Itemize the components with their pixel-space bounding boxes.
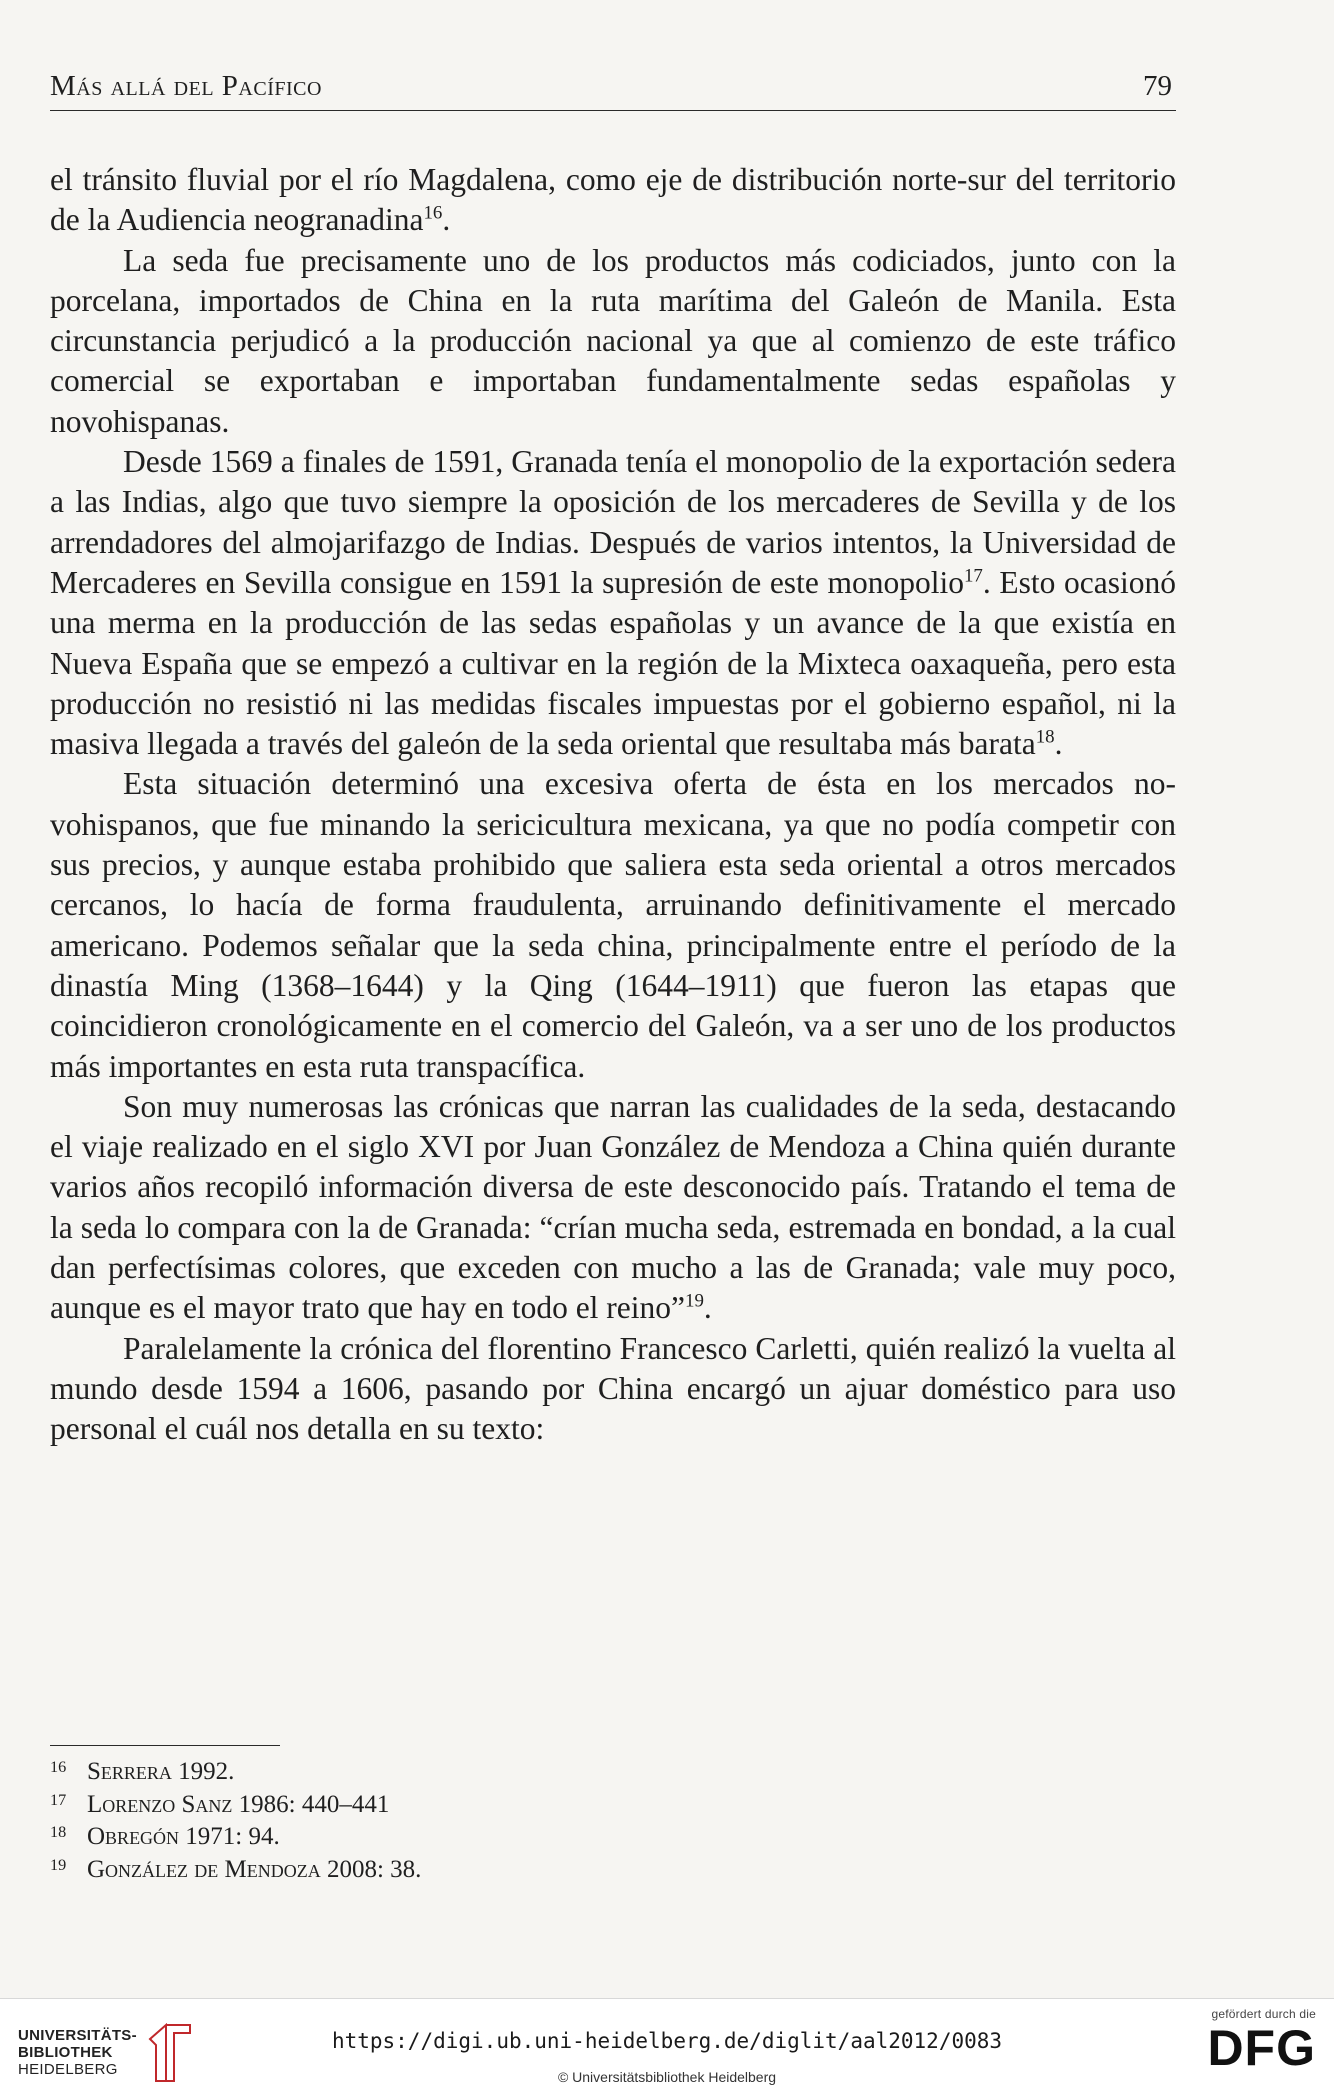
text-run: Esta situación determinó una excesiva oferta de ésta en los mercados novohispanos, que fue minando la sericicultura mexicana, ya que no podía competir con sus precios, y aunque estaba prohibido que saliera esta seda oriental a otros mercados cercanos, lo hacía de forma fraudulenta, arruinando definitivamente el mercado americano. Podemos señalar que la seda china, principalmente entre el período de la dinastía Ming (1368–1644) y la Qing (1644–1911) que fueron las etapas que coincidieron cronológicamente en el comercio del Galeón, va a ser uno de los productos más importantes en esta ruta transpacífica.	[50, 766, 1176, 1084]
dfg-logo: DFG	[1207, 2020, 1316, 2076]
footnote-reference[interactable]: 18	[1035, 726, 1055, 748]
footnote-number: 16	[50, 1758, 67, 1776]
copyright-notice: © Universitätsbibliothek Heidelberg	[557, 2069, 777, 2085]
library-name-line2: BIBLIOTHEK	[18, 2044, 113, 2061]
footnote	[50, 1789, 1176, 1822]
text-run: La seda fue precisamente uno de los productos más codiciados, junto con la porcelana, importados de China en la ruta marítima del Galeón de Manila. Esta circunstancia perjudicó a la producción nacional ya que al comienzo de este tráfico comercial se exportaban e importaban fundamentalmente sedas españolas y novohispanas.	[50, 242, 1176, 439]
paragraph	[50, 1329, 1176, 1450]
running-header	[50, 70, 1176, 111]
text-run: Son muy numerosas las crónicas que narran las cualidades de la seda, destacando el viaje realizado en el siglo XVI por Juan González de Mendoza a China quién durante varios años recopiló información diversa de este desconocido país. Tratando el tema de la seda lo compara con la de Granada: “crían mucha seda, estremada en bondad, a la cual dan perfectísimas colores, que exceden con mucho a las de Granada; vale muy poco, aunque es el mayor trato que hay en todo el reino”	[50, 1088, 1176, 1326]
text-run: Paralelamente la crónica del florentino Francesco Carletti, quién realizó la vuelta al mundo desde 1594 a 1606, pasando por China encargó un ajuar doméstico para uso personal el cuál nos detalla en su texto:	[50, 1330, 1176, 1447]
footnote-number: 19	[50, 1855, 67, 1874]
library-name-line1: UNIVERSITÄTS-	[18, 2027, 137, 2044]
paragraph	[50, 442, 1176, 764]
footnote-text: Obregón 1971: 94.	[87, 1823, 280, 1850]
footnote	[50, 1756, 1176, 1789]
text-run: .	[703, 1290, 712, 1326]
viewer-footer	[0, 1998, 1334, 2100]
text-run: Desde 1569 a finales de 1591, Granada tenía el monopolio de la exportación sedera a las Indias, algo que tuvo siempre la oposición de los mercaderes de Sevilla y de los arrendadores del almojarifazgo de Indias. Después de varios intentos, la Universidad de Mercaderes en Sevilla consigue en 1591 la supresión de este monopolio	[50, 444, 1176, 600]
paragraph	[50, 241, 1176, 442]
footnote-reference[interactable]: 17	[963, 565, 983, 587]
footnote-text: González de Mendoza 2008: 38.	[87, 1855, 422, 1883]
footnote-text: Lorenzo Sanz 1986: 440–441	[87, 1790, 390, 1818]
dfg-funding-block[interactable]	[1176, 2007, 1316, 2093]
paragraph	[50, 160, 1176, 241]
footnote-text: Serrera 1992.	[87, 1758, 235, 1785]
running-header-title: Más allá del Pacífico	[50, 70, 322, 102]
library-name-line3: HEIDELBERG	[18, 2061, 118, 2078]
footnotes	[50, 1756, 1176, 1886]
page-number: 79	[1143, 70, 1172, 102]
paragraph	[50, 1087, 1176, 1329]
footnote-reference[interactable]: 16	[423, 202, 443, 224]
footnote-divider	[50, 1745, 280, 1746]
body-text	[50, 160, 1176, 1450]
text-run: el tránsito fluvial por el río Magdalena, como eje de distribución norte-sur del territorio de la Audiencia neogranadina	[50, 162, 1176, 238]
footnote	[50, 1854, 1176, 1887]
footnote-number: 17	[50, 1790, 67, 1809]
paragraph	[50, 764, 1176, 1086]
text-run: . Esto ocasionó una merma en la producción de las sedas españolas y un avance de la que existía en Nueva España que se empezó a cultivar en la región de la Mixteca oaxaqueña, pero esta producción no resistió ni las medidas fiscales impuestas por el gobierno español, ni la masiva llegada a través del galeón de la seda oriental que resultaba más barata	[50, 564, 1176, 762]
permalink-url[interactable]: https://digi.ub.uni-heidelberg.de/diglit/aal2012/0083	[331, 2029, 1003, 2053]
footnote	[50, 1821, 1176, 1854]
dfg-caption: gefördert durch die	[1211, 2007, 1316, 2021]
text-run: .	[1054, 726, 1063, 762]
footnote-number: 18	[50, 1823, 67, 1841]
footnote-reference[interactable]: 19	[685, 1290, 704, 1312]
text-run: .	[442, 202, 451, 238]
